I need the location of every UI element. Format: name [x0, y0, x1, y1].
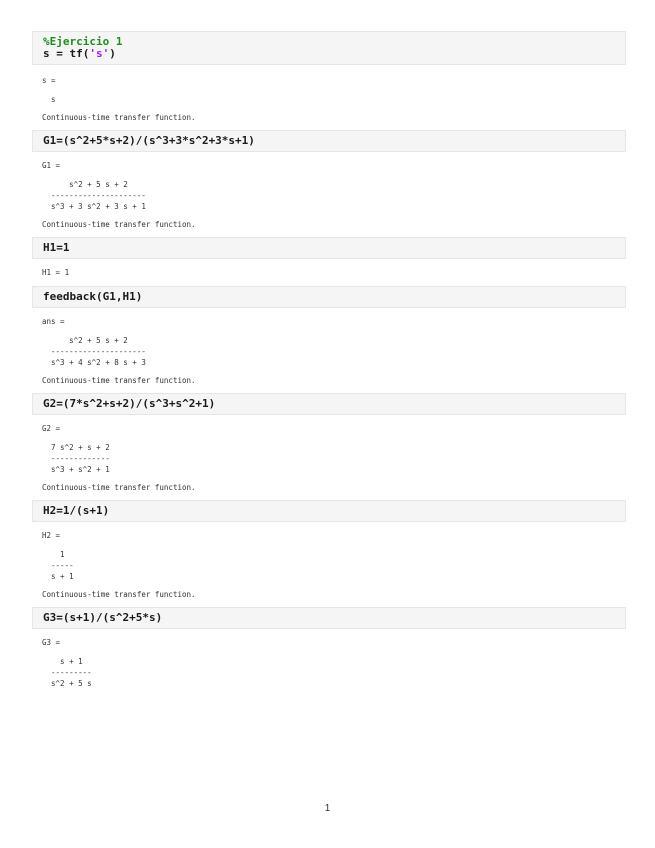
output-description: Continuous-time transfer function.	[42, 590, 196, 599]
code-text: H1=1	[43, 241, 70, 254]
code-cell-h2[interactable]	[32, 500, 626, 522]
code-cell-h1[interactable]	[32, 237, 626, 259]
output-line: ---------------------	[42, 191, 146, 200]
code-text: s = tf(	[43, 47, 90, 60]
output-line: s	[42, 95, 56, 104]
output-label: ans =	[42, 317, 65, 326]
code-text: G2=(7*s^2+s+2)/(s^3+s^2+1)	[43, 397, 216, 410]
output-line: s^2 + 5 s + 2	[42, 180, 128, 189]
code-cell-exercise-1[interactable]	[32, 31, 626, 65]
output-line: s^3 + 4 s^2 + 8 s + 3	[42, 358, 146, 367]
code-text: G3=(s+1)/(s^2+5*s)	[43, 611, 163, 624]
code-cell-g1[interactable]	[32, 130, 626, 152]
code-text: feedback(G1,H1)	[43, 290, 143, 303]
document-page	[32, 28, 626, 689]
output-line: s + 1	[42, 572, 74, 581]
output-label: G2 =	[42, 424, 61, 433]
output-description: Continuous-time transfer function.	[42, 376, 196, 385]
code-string: 's'	[89, 47, 110, 60]
output-description: Continuous-time transfer function.	[42, 113, 196, 122]
output-line: -----	[42, 561, 74, 570]
output-line: s^3 + s^2 + 1	[42, 465, 110, 474]
code-cell-feedback[interactable]	[32, 286, 626, 308]
output-description: Continuous-time transfer function.	[42, 483, 196, 492]
code-text: H2=1/(s+1)	[43, 504, 110, 517]
output-label: G1 =	[42, 161, 61, 170]
output-label: G3 =	[42, 638, 61, 647]
output-label: H1 = 1	[42, 268, 70, 277]
output-line: 7 s^2 + s + 2	[42, 443, 110, 452]
output-line: s^3 + 3 s^2 + 3 s + 1	[42, 202, 146, 211]
output-line: ---------------------	[42, 347, 146, 356]
code-comment: %Ejercicio 1	[43, 35, 123, 48]
output-label: H2 =	[42, 531, 61, 540]
output-line: s + 1	[42, 657, 83, 666]
output-description: Continuous-time transfer function.	[42, 220, 196, 229]
code-text: G1=(s^2+5*s+2)/(s^3+3*s^2+3*s+1)	[43, 134, 255, 147]
code-cell-g2[interactable]	[32, 393, 626, 415]
code-cell-g3[interactable]	[32, 607, 626, 629]
code-text: )	[109, 47, 116, 60]
output-label: s =	[42, 76, 56, 85]
output-line: -------------	[42, 454, 110, 463]
output-line: ---------	[42, 668, 92, 677]
page-number: 1	[324, 803, 331, 814]
output-line: 1	[42, 550, 65, 559]
output-line: s^2 + 5 s	[42, 679, 92, 688]
output-line: s^2 + 5 s + 2	[42, 336, 128, 345]
